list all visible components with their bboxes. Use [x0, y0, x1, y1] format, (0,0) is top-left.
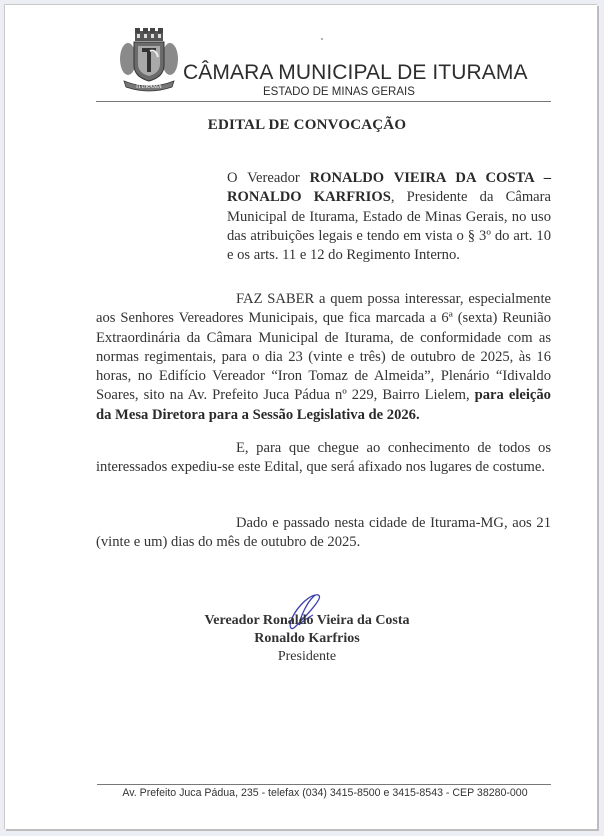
- header-divider: [96, 101, 551, 102]
- organization-state: ESTADO DE MINAS GERAIS: [263, 86, 415, 98]
- signatory-role: Presidente: [277, 649, 337, 664]
- document-title: EDITAL DE CONVOCAÇÃO: [207, 117, 407, 133]
- announcement-purpose: para eleição da Mesa Diretora para a Sessão Legislativa de 2026.: [96, 387, 551, 423]
- signature-block: [5, 612, 604, 666]
- paragraph-preamble: [227, 169, 551, 265]
- preamble-rest: , Presidente da Câmara Municipal de Iturama, Estado de Minas Gerais, no uso das atribuições legais e tendo em vista o § 3º do art. 10 e os arts. 11 e 12 do Regimento Interno.: [227, 189, 551, 264]
- signatory-name: Vereador Ronaldo Vieira da Costa: [204, 613, 410, 628]
- scan-speck: [321, 38, 323, 40]
- document-page: [4, 4, 597, 829]
- president-name: RONALDO VIEIRA DA COSTA – RONALDO KARFRIOS: [227, 170, 551, 206]
- paragraph-publication: E, para que chegue ao conhecimento de todos os interessados expediu-se este Edital, que será afixado nos lugares de costume.: [96, 440, 551, 476]
- footer-address: Av. Prefeito Juca Pádua, 235 - telefax (034) 3415-8500 e 3415-8543 - CEP 38280-000: [122, 787, 528, 799]
- signatory-nickname: Ronaldo Karfrios: [254, 631, 360, 646]
- svg-text:ITURAMA: ITURAMA: [136, 84, 162, 90]
- paragraph-date: Dado e passado nesta cidade de Iturama-MG, aos 21 (vinte e um) dias do mês de outubro de 2025.: [96, 515, 551, 551]
- preamble-intro: O Vereador: [227, 170, 310, 186]
- municipal-coat-of-arms-icon: [118, 27, 180, 93]
- announcement-text: FAZ SABER a quem possa interessar, especialmente aos Senhores Vereadores Municipais, que fica marcada a 6ª (sexta) Reunião Extraordinária da Câmara Municipal de Iturama, de conformidade com as normas regimentais, para o dia 23 (vinte e três) de outubro de 2025, às 16 horas, no Edifício Vereador “Iron Tomaz de Almeida”, Plenário “Idivaldo Soares, sito na Av. Prefeito Juca Pádua nº 229, Bairro Lielem,: [96, 291, 551, 404]
- paragraph-announcement: [96, 290, 551, 425]
- organization-name: CÂMARA MUNICIPAL DE ITURAMA: [183, 61, 528, 84]
- footer-divider: [97, 784, 551, 785]
